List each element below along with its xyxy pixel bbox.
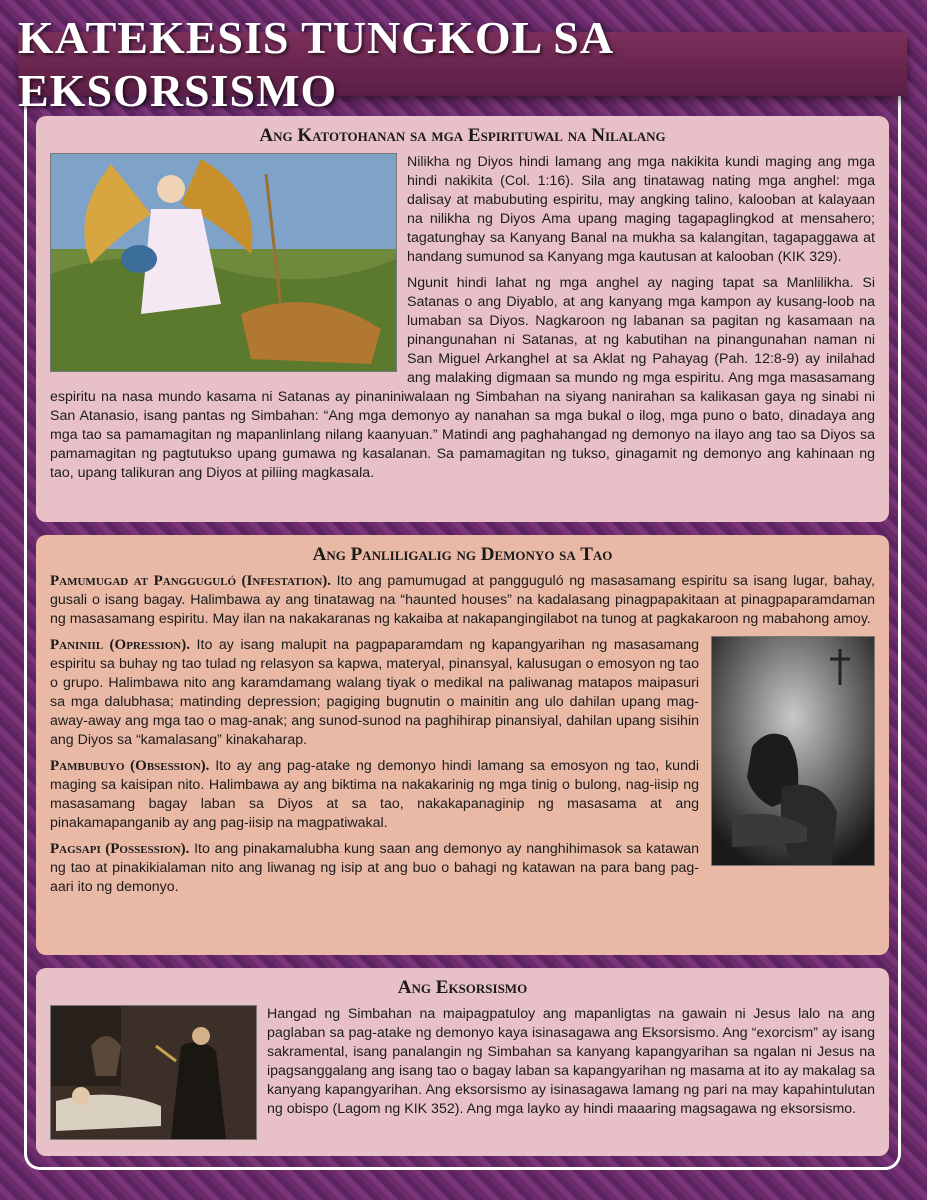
section-spiritual-beings — [36, 116, 889, 522]
title-banner — [18, 12, 907, 116]
archangel-michael-image — [50, 153, 397, 372]
definition: Ito ay isang malupit na pagpaparamdam ng kapangyarihan ng masasamang espiritu sa buhay ng tao tulad ng relasyon sa kapwa, materyal, pinansyal, kalusugan o emosyon ng tao o grupo. Halimbawa nito ang karamdamang walang tiyak o medikal na paliwanag matapos maipasuri sa mga dalubhasa; matinding depression; pagiging bugnutin o mainitin ang ulo dahilan upang mag-away-away ang mga tao o mag-anak; ang sunod-sunod na paghihirap pinansiyal, dahilan upang sisihin ang Diyos sa “kamalasang” kinakaharap. — [50, 637, 699, 748]
exorcism-painting-image — [50, 1005, 257, 1140]
definition: Ito ang pamumugad at pangguguló ng masasamang espiritu sa isang lugar, bahay, gusali o isang bagay. Halimbawa ay ang tinatawag na “haunted houses” na kadalasang pinagpapakitaan at pinagpaparamdaman ng masasamang espiritu. May ilan na nakakaranas ng kakaiba at nakapangingilabot na tunog at pagkakaroon ng mabahong amoy. — [50, 573, 875, 627]
list-item — [50, 572, 875, 629]
term: Pamumugad at Pangguguló (Infestation). — [50, 573, 332, 589]
page-title: KATEKESIS TUNGKOL SA EKSORSISMO — [18, 12, 612, 116]
section-demonic-attacks — [36, 535, 889, 955]
despair-cross-image — [711, 636, 875, 866]
term: Paniniil (Opression). — [50, 637, 190, 653]
paragraph: Hangad ng Simbahan na maipagpatuloy ang mapanligtas na gawain ni Jesus lalo na ang paglaban sa pag-atake ng demonyo kaya isinasagawa ang Eksorsismo. Ang “exorcism” ay isang sakramental, isang panalangin ng Simbahan sa kanyang kapangyarihan sa ngalan ni Jesus na ipagsanggalang ang isang tao o bagay laban sa kapangyarihan ng masama at ito ay makalag sa kanyang kapangyarihan. Ang eksorsismo ay isinasagawa lamang ng pari na may kapahintulutan ng obispo (Lagom ng KIK 352). Ang mga layko ay hindi maaaring magsagawa ng eksorsismo. — [267, 1006, 875, 1117]
paragraph: Ngunit hindi lahat ng mga anghel ay naging tapat sa Manlilikha. Si Satanas o ang Diyablo, at ang kanyang mga kampon ay kusang-loob na lumaban sa Diyos. Nagkaroon ng labanan sa pagitan ng kasamaan na pinangunahan ni Satanas, at ng kabutihan na pinangunahan naman ni San Miguel Arkanghel at sa Aklat ng Pahayag (Pah. 12:8-9) ay inilahad ang malaking digmaan sa mundo ng mga espiritu. Ang mga masasamang espiritu na nasa mundo kasama ni Satanas ay pinaniniwalaan ng Simbahan na siyang nanirahan sa kalikasan gaya ng sinabi ni San Atanasio, isang pantas ng Simbahan: “Ang mga demonyo ay nanahan sa mga bukal o ilog, mga puno o bato, dinadaya ang mga tao sa pamamagitan ng mapanlinlang nilang kaanyuan.” Matindi ang paghahangad ng demonyo na ilayo ang tao sa Diyos sa pamamagitan ng pagtutukso upang gumawa ng kasalanan. Sa pamamagitan ng tukso, ginagamit ng demonyo ang kahinaan ng tao, upang talikuran ang Diyos at piliing magkasala. — [50, 275, 875, 481]
definition: Ito ay ang pag-atake ng demonyo hindi lamang sa emosyon ng tao, kundi maging sa kaisipan nito. Halimbawa ay ang biktima na nakakarinig ng mga tinig o bulong, nag-iisip ng masasamang bagay laban sa Diyos at sa tao, nakakapanaginip ng masasama at ang pinakamapanganib ay ang pag-iisip na magpatiwakal. — [50, 758, 700, 831]
section-heading: Ang Panliligalig ng Demonyo sa Tao — [312, 544, 613, 565]
section-heading: Ang Katotohanan sa mga Espirituwal na Nilalang — [259, 125, 666, 146]
section-heading: Ang Eksorsismo — [397, 977, 528, 998]
term: Pagsapi (Possession). — [50, 841, 190, 857]
definition: Ito ang pinakamalubha kung saan ang demonyo ay nanghihimasok sa katawan ng tao at pinakikialaman nito ang liwanag ng isip at ang buo o bahagi ng katawan na para bang pag-aari ito ng demonyo. — [50, 841, 699, 895]
section-exorcism — [36, 968, 889, 1156]
term: Pambubuyo (Obsession). — [50, 758, 210, 774]
paragraph: Nilikha ng Diyos hindi lamang ang mga nakikita kundi maging ang mga hindi nakikita (Col. 1:16). Sila ang tinatawag nating mga anghel: mga dalisay at mabubuting espiritu, may angking talino, kalooban at kalayaan na nilikha ng Diyos Ama upang maging tagapaglingkod at mensahero; tagatunghay sa Kanyang Banal na mukha sa kalangitan, tagapaggawa at handang sumunod sa Kanyang mga kautusan at kalooban (KIK 329). — [407, 154, 875, 265]
